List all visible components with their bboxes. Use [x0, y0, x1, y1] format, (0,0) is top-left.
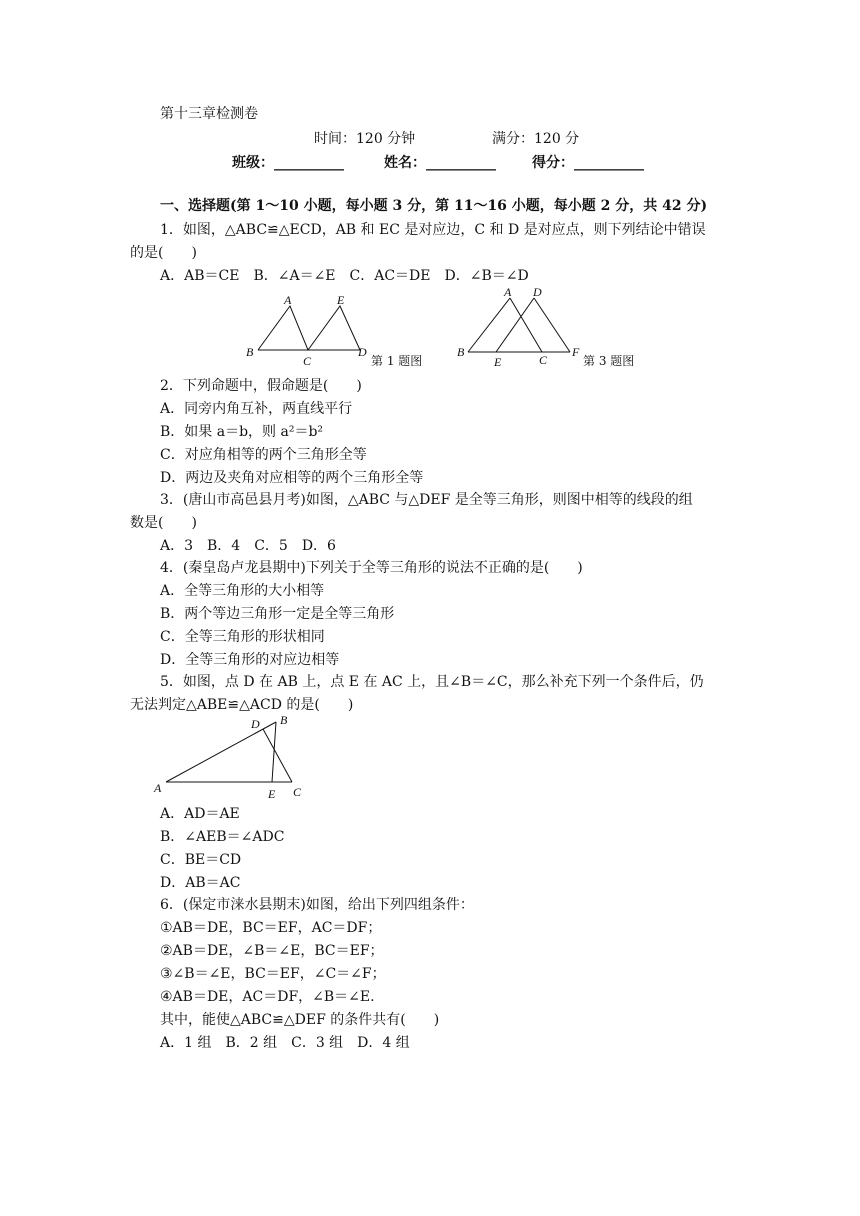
q4-option-b: B．两个等边三角形一定是全等三角形 — [160, 606, 395, 622]
q3-label-e: E — [494, 355, 502, 369]
q5-label-b: B — [280, 713, 288, 727]
exam-title: 第十三章检测卷 — [160, 106, 258, 122]
q6-conclusion: 其中，能使△ABC≌△DEF 的条件共有( ) — [160, 1012, 440, 1028]
q5-label-d: D — [251, 717, 260, 731]
q2-stem: 2．下列命题中，假命题是( ) — [160, 378, 362, 394]
q6-condition-3: ③∠B＝∠E，BC＝EF，∠C＝∠F； — [160, 966, 386, 982]
q5-option-a: A．AD＝AE — [160, 806, 240, 822]
q6-condition-4: ④AB＝DE，AC＝DF，∠B＝∠E. — [160, 989, 375, 1005]
q3-stem-line1: 3．(唐山市高邑县月考)如图，△ABC 与△DEF 是全等三角形，则图中相等的线段的组 — [160, 492, 693, 508]
q1-figure — [240, 292, 380, 372]
q3-options: A．3 B．4 C．5 D．6 — [160, 538, 336, 554]
q5-option-c: C．BE＝CD — [160, 852, 242, 868]
q3-label-b: B — [457, 345, 465, 359]
q5-label-e: E — [268, 787, 276, 801]
name-field: 姓名：__________ — [384, 155, 496, 171]
q5-stem-line2: 无法判定△ABE≌△ACD 的是( ) — [130, 697, 354, 713]
q1-stem-line1: 1．如图，△ABC≌△ECD，AB 和 EC 是对应边，C 和 D 是对应点，则下列结论中错误 — [160, 222, 706, 238]
q2-option-a: A．同旁内角互补，两直线平行 — [160, 401, 353, 417]
section-heading: 一、选择题(第 1～10 小题，每小题 3 分，第 11～16 小题，每小题 2 分，共 42 分) — [160, 198, 708, 214]
q2-option-c: C．对应角相等的两个三角形全等 — [160, 447, 367, 463]
q3-label-f: F — [572, 345, 580, 359]
q3-label-d: D — [533, 285, 542, 299]
q1-label-c: C — [303, 354, 312, 368]
full-score: 满分：120 分 — [492, 131, 580, 147]
time-limit: 时间：120 分钟 — [314, 131, 416, 147]
q5-option-b: B．∠AEB＝∠ADC — [160, 829, 285, 845]
q6-condition-1: ①AB＝DE，BC＝EF，AC＝DF； — [160, 920, 382, 936]
q3-label-a: A — [504, 285, 512, 299]
q1-figure-caption: 第 1 题图 — [371, 354, 423, 368]
q3-figure-caption: 第 3 题图 — [583, 354, 635, 368]
q1-label-b: B — [246, 345, 254, 359]
q1-label-e: E — [337, 293, 345, 307]
q1-label-d: D — [358, 345, 367, 359]
q6-stem: 6．(保定市涞水县期末)如图，给出下列四组条件： — [160, 897, 474, 913]
q5-stem-line1: 5．如图，点 D 在 AB 上，点 E 在 AC 上，且∠B＝∠C，那么补充下列一个条件后，仍 — [160, 674, 704, 690]
q5-label-c: C — [293, 785, 302, 799]
q4-stem: 4．(秦皇岛卢龙县期中)下列关于全等三角形的说法不正确的是( ) — [160, 560, 583, 576]
q1-options: A．AB＝CE B．∠A＝∠E C．AC＝DE D．∠B＝∠D — [160, 268, 529, 284]
q6-options: A．1 组 B．2 组 C．3 组 D．4 组 — [160, 1035, 410, 1051]
q3-figure — [454, 284, 584, 370]
q4-option-a: A．全等三角形的大小相等 — [160, 583, 325, 599]
q1-label-a: A — [284, 293, 292, 307]
q6-condition-2: ②AB＝DE，∠B＝∠E，BC＝EF； — [160, 943, 384, 959]
q2-option-d: D．两边及夹角对应相等的两个三角形全等 — [160, 470, 424, 486]
q2-option-b: B．如果 a＝b，则 a²＝b² — [160, 424, 324, 440]
q4-option-c: C．全等三角形的形状相同 — [160, 629, 325, 645]
q1-stem-line2: 的是( ) — [130, 245, 197, 261]
score-field: 得分：__________ — [532, 155, 644, 171]
q5-option-d: D．AB＝AC — [160, 875, 241, 891]
q4-option-d: D．全等三角形的对应边相等 — [160, 652, 340, 668]
class-field: 班级：__________ — [232, 155, 344, 171]
q3-label-c: C — [539, 353, 548, 367]
q5-label-a: A — [154, 781, 162, 795]
q3-stem-line2: 数是( ) — [130, 515, 197, 531]
q5-figure — [150, 712, 320, 804]
